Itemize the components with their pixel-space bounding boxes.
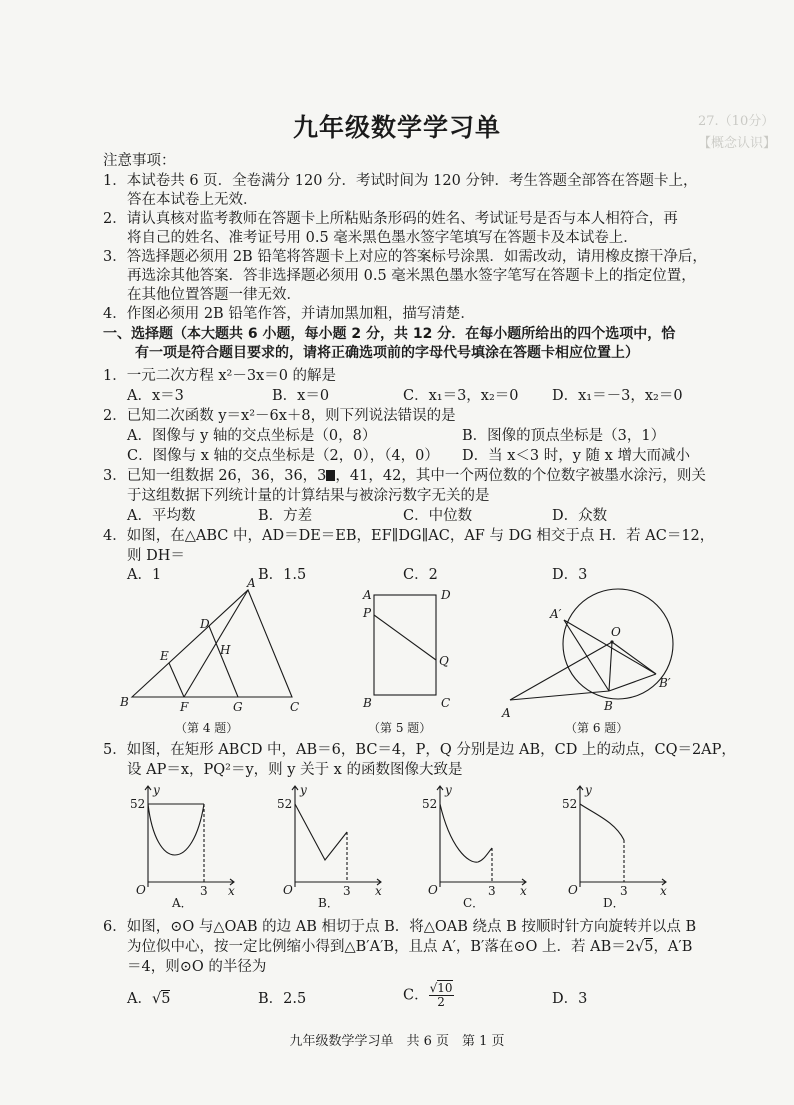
radicand: 5 (161, 991, 171, 1007)
question-3-stem-part: ，41，42，其中一个两位数的个位数字被墨水涂污，则关 (335, 468, 706, 484)
question-1-option-d: D．x₁＝－3，x₂＝0 (552, 388, 683, 404)
rectangle-abcd (374, 595, 436, 695)
label-b: B (120, 695, 129, 709)
question-4-option-c: C．2 (403, 567, 438, 583)
notice-4: 4．作图必须用 2B 铅笔作答，并请加黑加粗，描写清楚． (103, 306, 475, 322)
question-3-stem-cont: 于这组数据下列统计量的计算结果与被涂污数字无关的是 (127, 488, 490, 504)
graph-c (420, 782, 530, 897)
tick-52: 52 (130, 797, 146, 811)
label-b-prime: B′ (659, 676, 671, 690)
origin-label: O (428, 883, 438, 897)
question-3-stem (103, 467, 706, 485)
label-d: D (200, 617, 210, 631)
figure-6-caption: （第 6 题） (565, 721, 629, 735)
bleed-through-text: 【概念认识】 (698, 136, 777, 151)
question-6-stem: 6．如图，⊙O 与△OAB 的边 AB 相切于点 B．将△OAB 绕点 B 按顺时针方向旋转并以点 B (103, 919, 697, 935)
sqrt-icon: √ (429, 981, 438, 995)
graph-a (128, 782, 238, 897)
triangle-abc (132, 590, 292, 697)
section-heading: 一、选择题（本大题共 6 小题，每小题 2 分，共 12 分．在每小题所给出的四个选项中，恰 (103, 326, 676, 342)
label-c: C (290, 700, 300, 714)
question-1-option-c: C．x₁＝3，x₂＝0 (403, 388, 519, 404)
curve (580, 804, 624, 840)
figure-5-caption: （第 5 题） (368, 721, 432, 735)
y-label: y (300, 783, 307, 797)
label-g: G (233, 700, 243, 714)
question-6-option-a (127, 990, 170, 1008)
notice-2: 2．请认真核对监考教师在答题卡上所粘贴条形码的姓名、考试证号是否与本人相符合，再 (103, 211, 678, 227)
graph-d (560, 782, 670, 897)
tick-3: 3 (343, 884, 351, 898)
notice-3-cont2: 在其他位置答题一律无效． (127, 287, 301, 303)
question-3-option-a: A．平均数 (127, 508, 196, 524)
origin-label: O (136, 883, 146, 897)
option-letter: C． (403, 987, 429, 1004)
option-letter: A． (127, 991, 152, 1007)
sqrt-icon: √ (634, 939, 645, 955)
notice-1-cont: 答在本试卷上无效． (127, 192, 258, 208)
label-o: O (611, 625, 621, 639)
figure-6 (500, 590, 690, 720)
x-label: x (520, 884, 527, 898)
label-a-prime: A′ (550, 607, 562, 621)
label-c: C (441, 696, 451, 710)
y-label: y (153, 783, 160, 797)
question-3-stem-part: 3．已知一组数据 26，36，36，3 (103, 468, 327, 484)
tick-52: 52 (422, 797, 438, 811)
origin-label: O (568, 883, 578, 897)
question-6-option-c (403, 982, 454, 1009)
notice-heading: 注意事项： (103, 153, 176, 169)
question-2-option-c: C．图像与 x 轴的交点坐标是（2，0），（4，0） (127, 448, 439, 464)
question-1-option-a: A．x＝3 (127, 388, 184, 404)
question-4-stem-cont: 则 DH＝ (127, 548, 185, 564)
q6-text: ，A′B (653, 939, 693, 955)
y-label: y (445, 783, 452, 797)
question-5-stem: 5．如图，在矩形 ABCD 中，AB＝6，BC＝4，P，Q 分别是边 AB，CD 上的动点，CQ＝2AP， (103, 742, 736, 758)
center-o-dot (610, 640, 613, 643)
sqrt-icon: √ (151, 991, 162, 1007)
segment-pq (374, 615, 436, 660)
label-a: A (363, 588, 372, 602)
curve (440, 804, 492, 862)
figure-4 (110, 576, 310, 715)
label-d: D (441, 588, 451, 602)
graph-b-label: B． (318, 896, 339, 910)
q6-text: 为位似中心，按一定比例缩小得到△B′A′B，且点 A′，B′落在⊙O 上．若 AB＝2 (127, 939, 635, 955)
question-2-option-b: B．图像的顶点坐标是（3，1） (462, 428, 666, 444)
question-1-option-b: B．x＝0 (272, 388, 330, 404)
graph-b (275, 782, 385, 897)
section-heading-cont: 有一项是符合题目要求的，请将正确选项前的字母代号填涂在答题卡相应位置上） (135, 345, 639, 361)
notice-1: 1．本试卷共 6 页．全卷满分 120 分．考试时间为 120 分钟．考生答题全部答在答题卡上， (103, 173, 698, 189)
tick-52: 52 (277, 797, 293, 811)
question-6-option-b: B．2.5 (258, 991, 307, 1007)
question-2-option-a: A．图像与 y 轴的交点坐标是（0，8） (127, 428, 377, 444)
segment-ef (169, 663, 184, 697)
question-3-option-d: D．众数 (552, 508, 608, 524)
question-4-option-d: D．3 (552, 567, 588, 583)
tick-3: 3 (488, 884, 496, 898)
figure-4-caption: （第 4 题） (175, 721, 239, 735)
label-b: B (363, 696, 372, 710)
curve (295, 804, 347, 860)
label-e: E (160, 649, 169, 663)
question-3-option-b: B．方差 (258, 508, 313, 524)
page-title: 九年级数学学习单 (292, 113, 501, 142)
tick-3: 3 (620, 884, 628, 898)
label-b: B (604, 699, 613, 713)
question-4-option-b: B．1.5 (258, 567, 307, 583)
denominator: 2 (437, 995, 445, 1009)
graph-a-label: A． (172, 896, 193, 910)
numerator: 10 (437, 981, 453, 995)
segment-af (184, 590, 248, 697)
figure-5 (355, 585, 465, 715)
segment-b1b (609, 674, 656, 691)
question-4-option-a: A．1 (127, 567, 162, 583)
fraction (429, 982, 454, 1009)
label-p: P (363, 606, 372, 620)
question-2-option-d: D．当 x＜3 时，y 随 x 增大而减小 (462, 448, 690, 464)
label-h: H (220, 643, 231, 657)
notice-3: 3．答选择题必须用 2B 铅笔将答题卡上对应的答案标号涂黑．如需改动，请用橡皮擦干净后， (103, 249, 707, 265)
bleed-through-text: 27.（10分） (698, 114, 775, 129)
x-label: x (660, 884, 667, 898)
page-footer: 九年级数学学习单 共 6 页 第 1 页 (289, 1034, 505, 1049)
question-3-option-c: C．中位数 (403, 508, 473, 524)
origin-label: O (283, 883, 293, 897)
segment-ab (510, 691, 609, 700)
curve (148, 804, 204, 855)
segment-ob (609, 642, 612, 691)
tick-52: 52 (562, 797, 578, 811)
y-label: y (585, 783, 592, 797)
segment-a1b (564, 620, 609, 691)
question-6-option-d: D．3 (552, 991, 588, 1007)
label-f: F (180, 700, 189, 714)
question-6-stem-cont (127, 938, 692, 956)
label-a: A (247, 576, 256, 590)
x-label: x (375, 884, 382, 898)
segment-dg (209, 626, 238, 697)
label-a: A (502, 706, 511, 720)
notice-3-cont: 再选涂其他答案．答非选择题必须用 0.5 毫米黑色墨水签字笔写在答题卡上的指定位置， (127, 268, 696, 284)
question-6-stem-cont2: ＝4，则⊙O 的半径为 (127, 959, 267, 975)
label-q: Q (439, 654, 449, 668)
question-2-stem: 2．已知二次函数 y＝x²－6x＋8，则下列说法错误的是 (103, 408, 456, 424)
graph-d-label: D． (603, 896, 625, 910)
tick-3: 3 (200, 884, 208, 898)
notice-2-cont: 将自己的姓名、准考证号用 0.5 毫米黑色墨水签字笔填写在答题卡及本试卷上． (127, 230, 638, 246)
question-1-stem: 1．一元二次方程 x²－3x＝0 的解是 (103, 368, 337, 384)
q6-radicand: 5 (644, 939, 654, 955)
graph-c-label: C． (463, 896, 485, 910)
question-4-stem: 4．如图，在△ABC 中，AD＝DE＝EB，EF∥DG∥AC，AF 与 DG 相交于点 H．若 AC＝12， (103, 528, 715, 544)
x-label: x (228, 884, 235, 898)
question-5-stem-cont: 设 AP＝x，PQ²＝y，则 y 关于 x 的函数图像大致是 (127, 762, 463, 778)
segment-ob1 (612, 642, 656, 674)
